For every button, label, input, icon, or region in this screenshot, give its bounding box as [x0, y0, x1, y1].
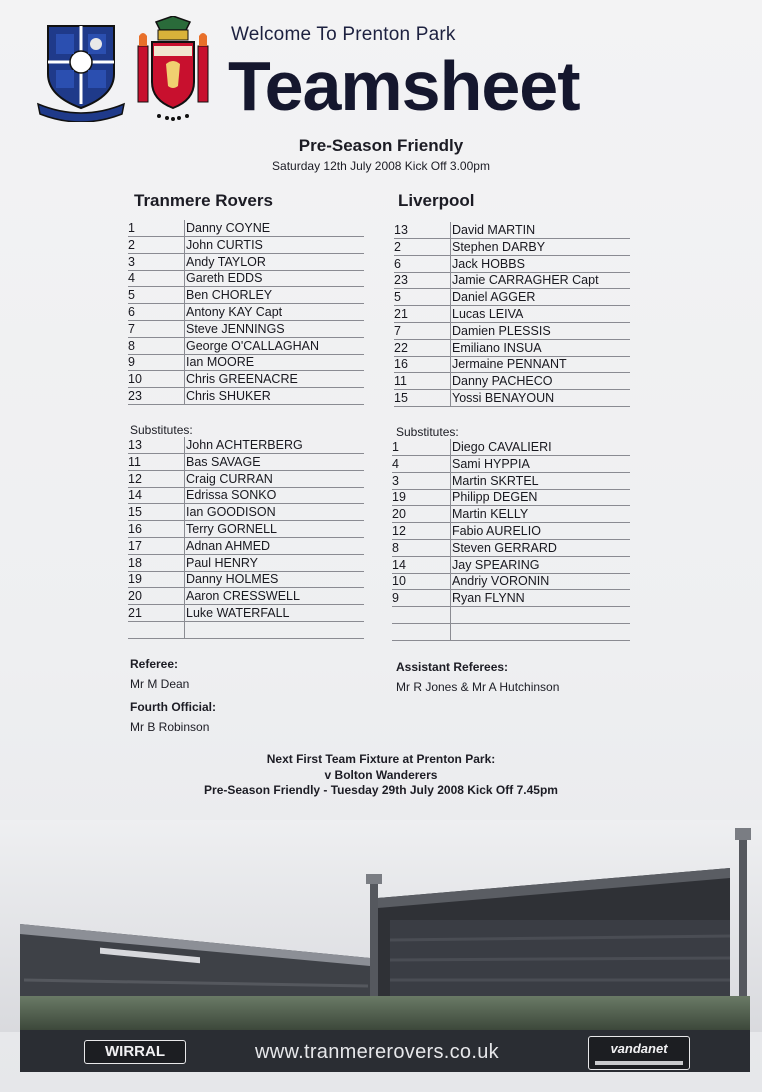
player-number: 6 — [128, 305, 135, 319]
player-name: Martin SKRTEL — [452, 473, 539, 488]
player-row — [128, 437, 364, 454]
player-number: 4 — [128, 271, 135, 286]
column-divider — [184, 437, 185, 639]
player-number: 11 — [394, 374, 407, 389]
player-row — [394, 340, 630, 357]
next-fixture-line1: Next First Team Fixture at Prenton Park: — [266, 752, 496, 766]
liverpool-crest-icon — [134, 16, 212, 124]
player-number: 14 — [128, 488, 142, 503]
page-title: Teamsheet — [228, 47, 580, 125]
player-number: 11 — [128, 454, 141, 469]
player-row — [128, 521, 364, 538]
player-row — [128, 388, 364, 405]
player-name: Antony KAY Capt — [186, 305, 283, 319]
player-row — [392, 573, 630, 590]
player-name: John CURTIS — [186, 237, 263, 252]
home-team-name: Tranmere Rovers — [134, 191, 273, 210]
player-number: 17 — [128, 538, 142, 553]
player-row — [392, 489, 630, 506]
player-name: Steven GERRARD — [452, 540, 557, 555]
player-number: 14 — [392, 557, 406, 572]
player-name: Chris SHUKER — [186, 389, 271, 403]
player-name: Diego CAVALIERI — [452, 440, 552, 454]
player-row — [128, 471, 364, 488]
player-row — [128, 487, 364, 504]
player-number: 22 — [394, 340, 408, 355]
player-name: Adnan AHMED — [186, 538, 271, 553]
player-name: Martin KELLY — [452, 507, 529, 522]
player-name: Luke WATERFALL — [186, 606, 290, 620]
player-number: 16 — [394, 357, 408, 372]
player-number: 13 — [394, 223, 408, 237]
player-number: 1 — [392, 440, 399, 454]
player-name: Stephen DARBY — [452, 239, 546, 254]
player-row — [128, 321, 364, 338]
player-number: 12 — [392, 524, 406, 538]
player-number: 9 — [392, 591, 399, 606]
away-subs-heading: Substitutes: — [396, 425, 459, 439]
player-number: 5 — [128, 288, 135, 303]
player-row — [128, 254, 364, 271]
player-row — [394, 256, 630, 273]
player-name: Ben CHORLEY — [186, 288, 273, 303]
player-row — [394, 239, 630, 256]
player-name: Steve JENNINGS — [186, 321, 285, 336]
referee-label: Referee: — [130, 657, 179, 671]
player-row — [392, 473, 630, 490]
player-number: 3 — [392, 473, 399, 488]
player-row — [394, 272, 630, 289]
player-row — [128, 538, 364, 555]
player-number: 21 — [394, 307, 408, 321]
player-number: 15 — [394, 391, 408, 405]
player-row — [392, 624, 630, 641]
player-row — [394, 323, 630, 340]
vandanet-sponsor-text: vandanet — [610, 1041, 668, 1056]
player-name: Bas SAVAGE — [186, 454, 261, 469]
player-row — [128, 571, 364, 588]
player-number: 16 — [128, 522, 142, 536]
player-name: Aaron CRESSWELL — [186, 589, 300, 604]
player-name: Jermaine PENNANT — [452, 357, 567, 372]
player-number: 10 — [128, 372, 142, 387]
player-number: 4 — [392, 456, 399, 471]
player-name: Ian MOORE — [186, 355, 255, 370]
player-number: 1 — [128, 221, 135, 235]
player-number: 9 — [128, 355, 135, 370]
player-row — [394, 356, 630, 373]
player-number: 18 — [128, 555, 142, 570]
player-name: David MARTIN — [452, 223, 536, 237]
player-name: Daniel AGGER — [452, 290, 536, 305]
home-subs-heading: Substitutes: — [130, 423, 193, 437]
player-row — [128, 237, 364, 254]
player-row — [128, 454, 364, 471]
column-divider — [450, 222, 451, 407]
player-name: Andy TAYLOR — [186, 254, 266, 269]
player-name: John ACHTERBERG — [186, 438, 303, 452]
tranmere-crest-icon — [36, 22, 126, 122]
player-number: 2 — [394, 239, 401, 254]
player-number: 2 — [128, 237, 135, 252]
wirral-sponsor-logo: WIRRAL — [84, 1040, 186, 1064]
player-name: Ian GOODISON — [186, 505, 276, 520]
player-row — [394, 390, 630, 407]
player-number: 8 — [128, 338, 135, 353]
player-row — [392, 590, 630, 607]
player-number: 5 — [394, 290, 401, 305]
column-divider — [184, 220, 185, 405]
player-row — [392, 557, 630, 574]
player-name: Terry GORNELL — [186, 522, 277, 536]
away-team-name: Liverpool — [398, 191, 475, 210]
stadium-photo — [0, 820, 762, 1032]
column-divider — [450, 439, 451, 641]
player-name: Jamie CARRAGHER Capt — [452, 273, 599, 288]
player-row — [128, 287, 364, 304]
player-row — [394, 373, 630, 390]
player-name: Jack HOBBS — [452, 256, 525, 271]
player-number: 3 — [128, 254, 135, 269]
player-name: Danny COYNE — [186, 221, 271, 235]
player-row — [128, 622, 364, 639]
next-fixture-details: Pre-Season Friendly - Tuesday 29th July 2008 Kick Off 7.45pm — [204, 783, 558, 797]
player-row — [128, 588, 364, 605]
sponsor-strip — [595, 1061, 683, 1065]
assistant-referees-names: Mr R Jones & Mr A Hutchinson — [396, 680, 560, 694]
player-number: 12 — [128, 471, 142, 486]
match-type: Pre-Season Friendly — [298, 136, 464, 155]
player-number: 20 — [392, 507, 406, 522]
player-row — [392, 607, 630, 624]
player-number: 8 — [392, 540, 399, 555]
player-name: Yossi BENAYOUN — [452, 391, 555, 405]
player-name: Ryan FLYNN — [452, 591, 525, 606]
player-row — [128, 338, 364, 355]
player-name: Paul HENRY — [186, 555, 259, 570]
player-name: Danny PACHECO — [452, 374, 553, 389]
player-number: 10 — [392, 574, 406, 589]
player-row — [392, 523, 630, 540]
player-row — [392, 439, 630, 456]
player-name: Edrissa SONKO — [186, 488, 277, 503]
player-name: Fabio AURELIO — [452, 524, 541, 538]
player-number: 15 — [128, 505, 142, 520]
player-name: Lucas LEIVA — [452, 307, 524, 321]
player-number: 20 — [128, 589, 142, 604]
player-row — [128, 304, 364, 321]
player-row — [128, 605, 364, 622]
player-number: 19 — [128, 572, 142, 587]
player-number: 7 — [394, 323, 401, 338]
player-number: 23 — [128, 389, 142, 403]
player-row — [128, 220, 364, 237]
player-name: Sami HYPPIA — [452, 456, 530, 471]
player-name: Chris GREENACRE — [186, 372, 298, 387]
player-name: Danny HOLMES — [186, 572, 279, 587]
website-link[interactable]: www.tranmererovers.co.uk — [255, 1041, 499, 1063]
referee-name: Mr M Dean — [130, 677, 190, 691]
player-row — [392, 456, 630, 473]
next-fixture-opponent: v Bolton Wanderers — [324, 767, 438, 782]
player-row — [128, 354, 364, 371]
player-row — [394, 222, 630, 239]
player-number: 13 — [128, 438, 142, 452]
player-row — [394, 306, 630, 323]
assistant-referees-label: Assistant Referees: — [396, 660, 509, 674]
player-row — [128, 371, 364, 388]
player-name: George O'CALLAGHAN — [186, 338, 319, 353]
player-row — [394, 289, 630, 306]
player-row — [392, 506, 630, 523]
player-name: Emiliano INSUA — [452, 340, 542, 355]
player-number: 23 — [394, 273, 408, 288]
match-date: Saturday 12th July 2008 Kick Off 3.00pm — [272, 159, 490, 173]
player-number: 21 — [128, 606, 142, 620]
player-number: 19 — [392, 490, 406, 505]
player-name: Jay SPEARING — [452, 557, 540, 572]
player-number: 7 — [128, 321, 135, 336]
player-name: Philipp DEGEN — [452, 490, 538, 505]
player-row — [392, 540, 630, 557]
player-number: 6 — [394, 256, 401, 271]
player-row — [128, 270, 364, 287]
player-name: Gareth EDDS — [186, 271, 263, 286]
fourth-official-label: Fourth Official: — [130, 700, 216, 714]
player-name: Damien PLESSIS — [452, 323, 551, 338]
player-row — [128, 504, 364, 521]
next-fixture — [0, 752, 762, 799]
welcome-text: Welcome To Prenton Park — [231, 24, 456, 45]
fourth-official-name: Mr B Robinson — [130, 720, 210, 734]
player-name: Andriy VORONIN — [452, 574, 550, 589]
player-row — [128, 555, 364, 572]
vandanet-sponsor-logo — [588, 1036, 690, 1070]
player-name: Craig CURRAN — [186, 471, 273, 486]
